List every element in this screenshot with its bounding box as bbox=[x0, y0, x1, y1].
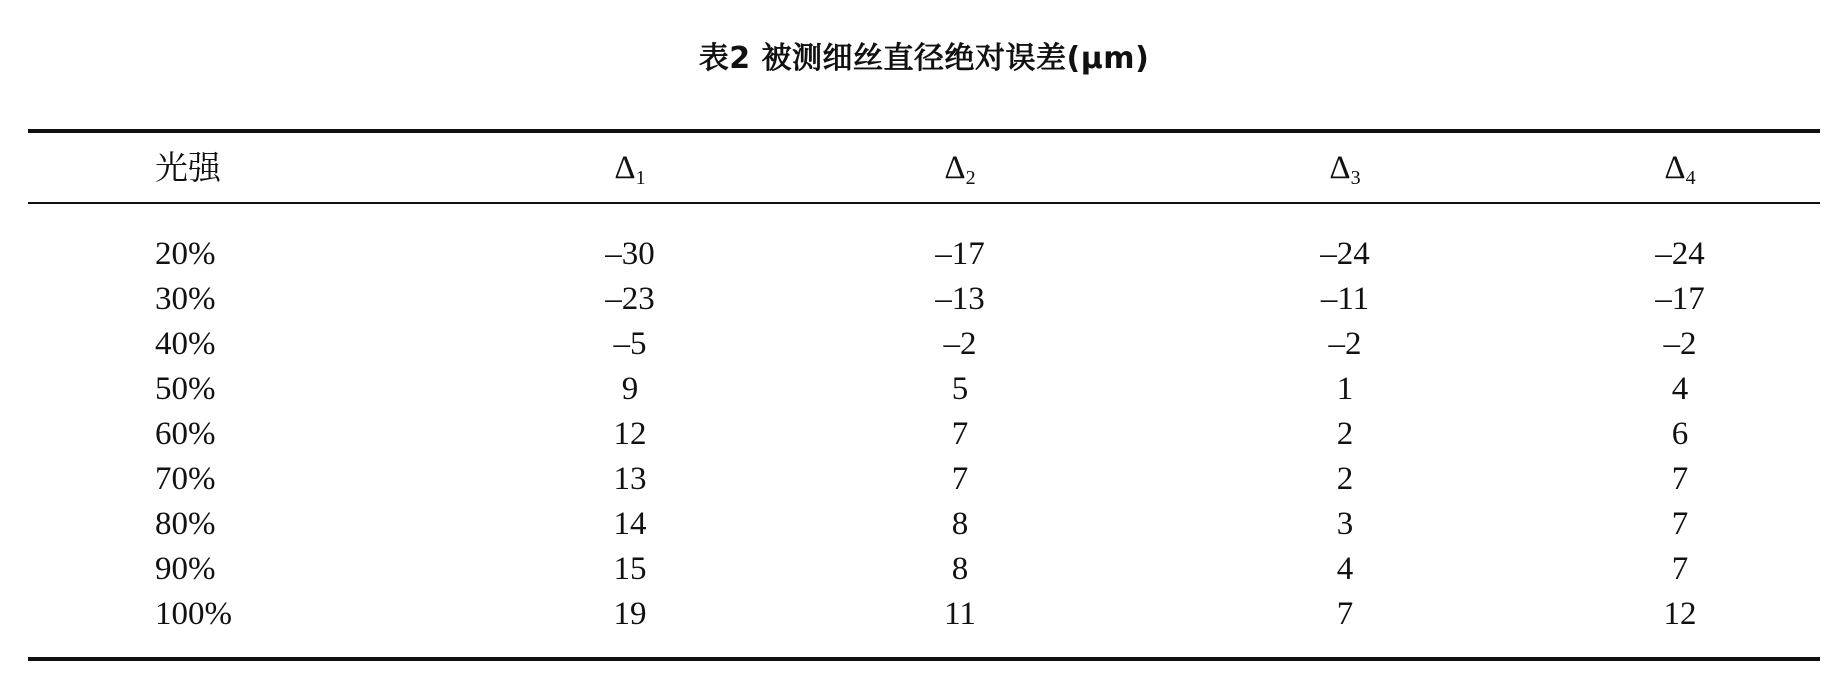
table-cell: 2 bbox=[1336, 461, 1354, 497]
row-light-intensity: 70% bbox=[155, 461, 216, 497]
row-light-intensity: 30% bbox=[155, 281, 216, 317]
delta-subscript: 1 bbox=[635, 167, 646, 189]
delta-subscript: 2 bbox=[965, 167, 976, 189]
table-cell: 14 bbox=[613, 506, 647, 542]
top-rule bbox=[28, 129, 1820, 133]
table-cell: 4 bbox=[1671, 371, 1689, 407]
table-cell: 5 bbox=[951, 371, 969, 407]
table-cell: 7 bbox=[951, 416, 969, 452]
header-rule bbox=[28, 202, 1820, 204]
header-delta-4 bbox=[1630, 148, 1730, 188]
table-cell: 19 bbox=[613, 596, 647, 632]
row-light-intensity: 90% bbox=[155, 551, 216, 587]
row-light-intensity: 50% bbox=[155, 371, 216, 407]
table-title: 表2 被测细丝直径绝对误差(μm) bbox=[698, 41, 1150, 76]
table-cell: –2 bbox=[1663, 326, 1697, 362]
table-cell: 2 bbox=[1336, 416, 1354, 452]
bottom-rule bbox=[28, 657, 1820, 661]
table-cell: –23 bbox=[605, 281, 655, 317]
header-delta-2 bbox=[910, 148, 1010, 188]
row-light-intensity: 100% bbox=[155, 596, 232, 632]
table-cell: 7 bbox=[1671, 506, 1689, 542]
header-delta-3 bbox=[1295, 148, 1395, 188]
header-delta-1 bbox=[580, 148, 680, 188]
delta-subscript: 4 bbox=[1685, 167, 1696, 189]
row-light-intensity: 60% bbox=[155, 416, 216, 452]
table-cell: –24 bbox=[1320, 236, 1370, 272]
table-cell: –17 bbox=[935, 236, 985, 272]
table-cell: –2 bbox=[943, 326, 977, 362]
delta-symbol: Δ bbox=[1329, 150, 1351, 186]
table-cell: 12 bbox=[613, 416, 647, 452]
table-cell: 13 bbox=[613, 461, 647, 497]
table-cell: 8 bbox=[951, 506, 969, 542]
delta-symbol: Δ bbox=[1664, 150, 1686, 186]
table-cell: 4 bbox=[1336, 551, 1354, 587]
row-light-intensity: 80% bbox=[155, 506, 216, 542]
table-cell: 7 bbox=[951, 461, 969, 497]
table-cell: –13 bbox=[935, 281, 985, 317]
table-cell: –2 bbox=[1328, 326, 1362, 362]
table-cell: 7 bbox=[1671, 461, 1689, 497]
delta-subscript: 3 bbox=[1350, 167, 1361, 189]
table-cell: –17 bbox=[1655, 281, 1705, 317]
table-cell: 6 bbox=[1671, 416, 1689, 452]
table-cell: 7 bbox=[1671, 551, 1689, 587]
table-cell: 8 bbox=[951, 551, 969, 587]
delta-symbol: Δ bbox=[944, 150, 966, 186]
delta-symbol: Δ bbox=[614, 150, 636, 186]
table-cell: –11 bbox=[1320, 281, 1370, 317]
table-cell: 15 bbox=[613, 551, 647, 587]
table-cell: 12 bbox=[1663, 596, 1697, 632]
table-cell: 11 bbox=[944, 596, 976, 632]
table-cell: –30 bbox=[605, 236, 655, 272]
table-cell: 1 bbox=[1336, 371, 1354, 407]
table-cell: 3 bbox=[1336, 506, 1354, 542]
table-cell: 9 bbox=[621, 371, 639, 407]
row-light-intensity: 40% bbox=[155, 326, 216, 362]
table-cell: 7 bbox=[1336, 596, 1354, 632]
header-light-intensity: 光强 bbox=[155, 148, 221, 187]
table-cell: –5 bbox=[613, 326, 647, 362]
table-cell: –24 bbox=[1655, 236, 1705, 272]
row-light-intensity: 20% bbox=[155, 236, 216, 272]
